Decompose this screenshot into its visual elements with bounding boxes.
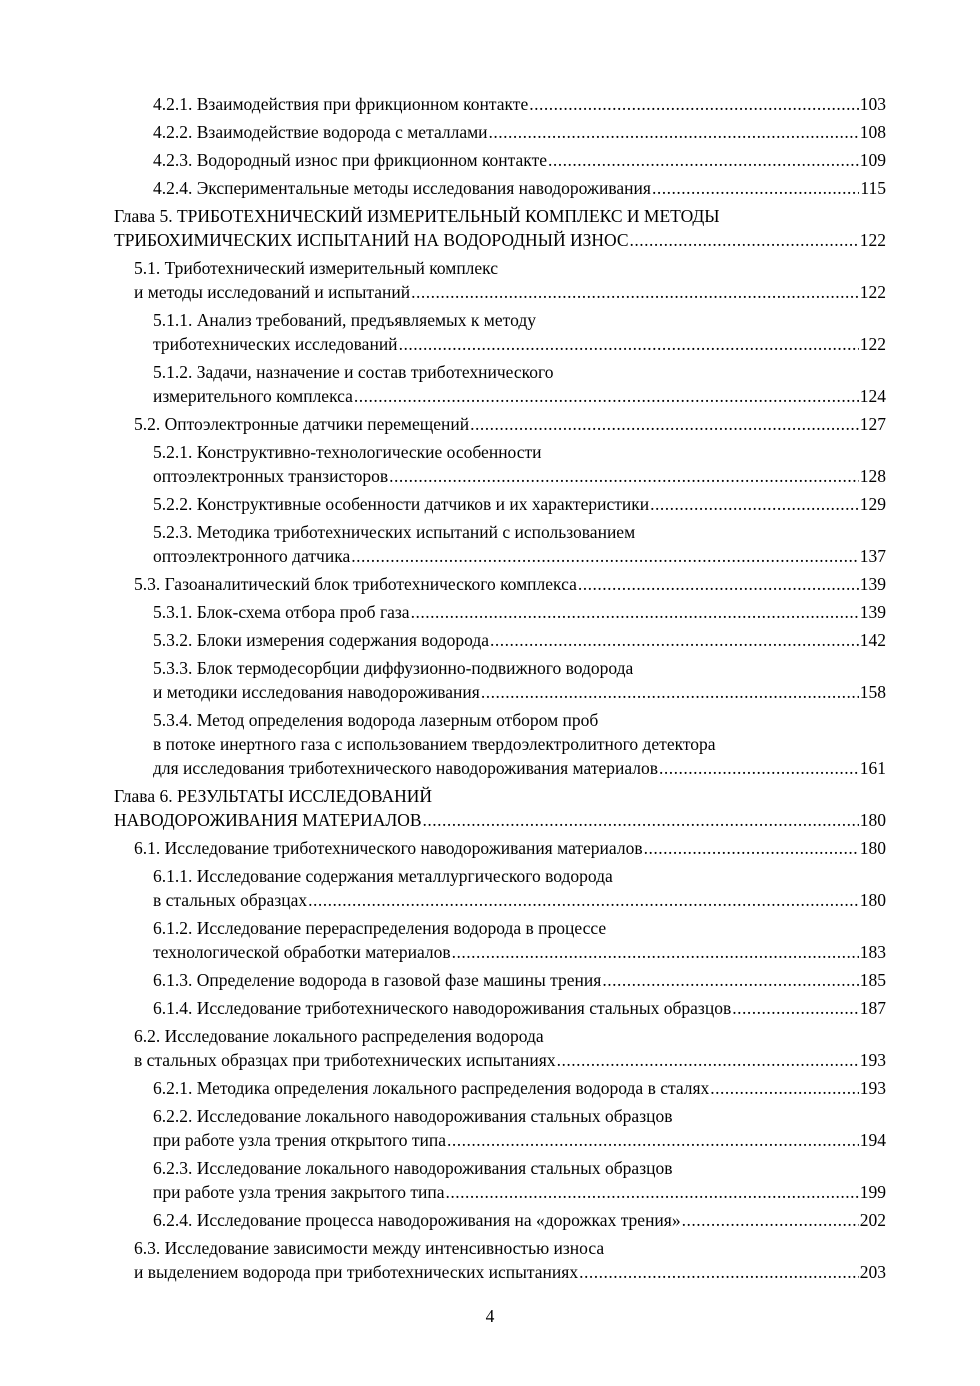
toc-page-number: 161: [859, 758, 886, 778]
toc-entry-title-line: 6.2.2. Исследование локального наводороживания стальных образцов: [153, 1106, 673, 1126]
toc-page-number: 193: [859, 1078, 886, 1098]
toc-entry-last-line: [153, 92, 886, 116]
toc-entry-last-line: [153, 1208, 886, 1232]
toc-entry-title-line: Глава 5. ТРИБОТЕХНИЧЕСКИЙ ИЗМЕРИТЕЛЬНЫЙ КОМПЛЕКС И МЕТОДЫ: [114, 206, 720, 226]
toc-entry-title-line: 6.1.1. Исследование содержания металлургического водорода: [153, 866, 613, 886]
toc-entry: [153, 520, 886, 568]
toc-entry: [153, 492, 886, 516]
dot-leader: [308, 888, 859, 912]
toc-entry-last-line: [134, 1260, 886, 1284]
toc-entry-last-line: [153, 680, 886, 704]
toc-page-number: 194: [859, 1130, 886, 1150]
toc-entry: [153, 628, 886, 652]
toc-entry-title-line: 5.3. Газоаналитический блок триботехнического комплекса: [134, 574, 577, 594]
toc-page-number: 128: [859, 466, 886, 486]
toc-entry-last-line: [153, 888, 886, 912]
dot-leader: [578, 572, 859, 596]
toc-entry-title-line: технологической обработки материалов: [153, 942, 451, 962]
page-number: 4: [485, 1306, 495, 1326]
dot-leader: [389, 464, 859, 488]
toc-entry-title-line: 6.1.3. Определение водорода в газовой фазе машины трения: [153, 970, 602, 990]
toc-page-number: 187: [859, 998, 886, 1018]
toc-entry-last-line: [114, 808, 886, 832]
dot-leader: [411, 600, 859, 624]
toc-entry-last-line: [153, 996, 886, 1020]
toc-entry-title-line: 4.2.2. Взаимодействие водорода с металлами: [153, 122, 488, 142]
toc-page-number: 180: [859, 838, 886, 858]
toc-entry-title-line: 6.2.4. Исследование процесса наводороживания на «дорожках трения»: [153, 1210, 681, 1230]
toc-entry-title-line: и методы исследований и испытаний: [134, 282, 411, 302]
toc-page-number: 158: [859, 682, 886, 702]
toc-page-number: 202: [859, 1210, 886, 1230]
toc-entry-title-line: в стальных образцах: [153, 890, 308, 910]
toc-entry-last-line: [153, 464, 886, 488]
toc-page-number: 180: [859, 810, 886, 830]
toc-entry-last-line: [153, 332, 886, 356]
toc-entry: [114, 784, 886, 832]
dot-leader: [351, 544, 859, 568]
toc-page-number: 199: [859, 1182, 886, 1202]
dot-leader: [529, 92, 859, 116]
toc-entry: [153, 176, 886, 200]
toc-entry: [153, 916, 886, 964]
toc-entry-title-line: при работе узла трения закрытого типа: [153, 1182, 445, 1202]
toc-page-number: 183: [859, 942, 886, 962]
toc-page-number: 115: [860, 178, 886, 198]
toc-entry-title-line: 6.1. Исследование триботехнического наводороживания материалов: [134, 838, 643, 858]
toc-entry-last-line: [153, 968, 886, 992]
toc-entry-last-line: [153, 148, 886, 172]
toc-entry: [153, 360, 886, 408]
toc-entry: [153, 864, 886, 912]
toc-page-number: 103: [859, 94, 886, 114]
toc-entry-title-line: 6.3. Исследование зависимости между интенсивностью износа: [134, 1238, 605, 1258]
toc-entry-title-line: 5.3.4. Метод определения водорода лазерным отбором проб: [153, 710, 599, 730]
toc-entry-last-line: [153, 756, 886, 780]
dot-leader: [411, 280, 859, 304]
toc-page-number: 108: [859, 122, 886, 142]
toc-entry-title-line: в потоке инертного газа с использованием твердоэлектролитного детектора: [153, 734, 716, 754]
toc-entry-last-line: [134, 412, 886, 436]
toc-entry-title-line: 5.3.1. Блок-схема отбора проб газа: [153, 602, 410, 622]
toc-entry-last-line: [153, 120, 886, 144]
toc-entry-title-line: в стальных образцах при триботехнических испытаниях: [134, 1050, 556, 1070]
toc-entry-title-line: 5.2.3. Методика триботехнических испытаний с использованием: [153, 522, 636, 542]
toc-entry: [153, 1104, 886, 1152]
toc-entry-last-line: [153, 600, 886, 624]
toc-entry: [114, 204, 886, 252]
dot-leader: [579, 1260, 859, 1284]
toc-entry: [134, 572, 886, 596]
toc-entry-last-line: [114, 228, 886, 252]
dot-leader: [481, 680, 859, 704]
toc-page-number: 127: [859, 414, 886, 434]
toc-entry-title-line: при работе узла трения открытого типа: [153, 1130, 447, 1150]
toc-entry-title-line: и методики исследования наводороживания: [153, 682, 480, 702]
toc-entry-title-line: ТРИБОХИМИЧЕСКИХ ИСПЫТАНИЙ НА ВОДОРОДНЫЙ ИЗНОС: [114, 230, 629, 250]
toc-entry-last-line: [153, 628, 886, 652]
toc-entry-title-line: 4.2.1. Взаимодействия при фрикционном контакте: [153, 94, 529, 114]
dot-leader: [652, 176, 859, 200]
dot-leader: [630, 228, 859, 252]
toc-page-number: 122: [859, 230, 886, 250]
toc-page-number: 139: [859, 574, 886, 594]
toc-entry-last-line: [153, 544, 886, 568]
toc-entry: [153, 92, 886, 116]
toc-entry: [134, 256, 886, 304]
toc-entry-last-line: [153, 384, 886, 408]
dot-leader: [710, 1076, 858, 1100]
toc-entry-title-line: 5.2. Оптоэлектронные датчики перемещений: [134, 414, 470, 434]
toc-entry: [134, 836, 886, 860]
toc-entry-last-line: [134, 572, 886, 596]
toc-page-number: 124: [859, 386, 886, 406]
toc-entry-title-line: оптоэлектронных транзисторов: [153, 466, 389, 486]
dot-leader: [490, 628, 859, 652]
toc-entry: [153, 708, 886, 780]
table-of-contents: [0, 92, 980, 1284]
toc-entry: [153, 656, 886, 704]
toc-entry-last-line: [153, 1180, 886, 1204]
toc-entry: [153, 440, 886, 488]
toc-entry-title-line: оптоэлектронного датчика: [153, 546, 351, 566]
dot-leader: [447, 1128, 859, 1152]
toc-entry: [153, 600, 886, 624]
toc-entry: [153, 968, 886, 992]
toc-entry-last-line: [134, 280, 886, 304]
toc-entry-title-line: 6.2.1. Методика определения локального распределения водорода в сталях: [153, 1078, 710, 1098]
toc-page-number: 180: [859, 890, 886, 910]
toc-entry-title-line: 5.2.1. Конструктивно-технологические особенности: [153, 442, 542, 462]
dot-leader: [644, 836, 859, 860]
toc-entry-title-line: измерительного комплекса: [153, 386, 353, 406]
dot-leader: [650, 492, 859, 516]
toc-entry-title-line: 5.1.1. Анализ требований, предъявляемых к методу: [153, 310, 536, 330]
toc-entry: [153, 1156, 886, 1204]
toc-entry-last-line: [153, 940, 886, 964]
dot-leader: [452, 940, 859, 964]
toc-page-number: 142: [859, 630, 886, 650]
dot-leader: [557, 1048, 859, 1072]
toc-entry: [153, 996, 886, 1020]
toc-entry-last-line: [153, 176, 886, 200]
toc-page-number: 137: [859, 546, 886, 566]
toc-entry-last-line: [153, 1076, 886, 1100]
toc-entry-last-line: [134, 1048, 886, 1072]
toc-entry-title-line: НАВОДОРОЖИВАНИЯ МАТЕРИАЛОВ: [114, 810, 422, 830]
dot-leader: [682, 1208, 859, 1232]
toc-entry-title-line: 6.2. Исследование локального распределения водорода: [134, 1026, 544, 1046]
dot-leader: [470, 412, 859, 436]
dot-leader: [548, 148, 859, 172]
toc-page-number: 129: [859, 494, 886, 514]
toc-entry-title-line: 5.3.2. Блоки измерения содержания водорода: [153, 630, 489, 650]
toc-entry: [153, 148, 886, 172]
toc-entry: [153, 308, 886, 356]
toc-entry: [134, 1236, 886, 1284]
toc-entry-last-line: [153, 1128, 886, 1152]
dot-leader: [399, 332, 859, 356]
dot-leader: [732, 996, 859, 1020]
toc-page-number: 203: [859, 1262, 886, 1282]
toc-entry-title-line: Глава 6. РЕЗУЛЬТАТЫ ИССЛЕДОВАНИЙ: [114, 786, 433, 806]
toc-entry-title-line: 5.1. Триботехнический измерительный комплекс: [134, 258, 499, 278]
toc-entry-last-line: [134, 836, 886, 860]
toc-page-number: 109: [859, 150, 886, 170]
toc-entry-title-line: для исследования триботехнического наводороживания материалов: [153, 758, 659, 778]
dot-leader: [354, 384, 859, 408]
toc-entry-title-line: 5.2.2. Конструктивные особенности датчиков и их характеристики: [153, 494, 650, 514]
toc-page-number: 122: [859, 334, 886, 354]
toc-entry-title-line: 6.1.2. Исследование перераспределения водорода в процессе: [153, 918, 607, 938]
toc-entry: [153, 1208, 886, 1232]
toc-entry-title-line: 6.1.4. Исследование триботехнического наводороживания стальных образцов: [153, 998, 732, 1018]
toc-entry-title-line: 6.2.3. Исследование локального наводороживания стальных образцов: [153, 1158, 673, 1178]
toc-entry-title-line: 4.2.3. Водородный износ при фрикционном контакте: [153, 150, 547, 170]
toc-entry-title-line: 5.3.3. Блок термодесорбции диффузионно-подвижного водорода: [153, 658, 634, 678]
toc-entry-last-line: [153, 492, 886, 516]
toc-entry: [153, 120, 886, 144]
toc-page-number: 139: [859, 602, 886, 622]
toc-entry-title-line: 5.1.2. Задачи, назначение и состав триботехнического: [153, 362, 554, 382]
toc-entry-title-line: 4.2.4. Экспериментальные методы исследования наводороживания: [153, 178, 651, 198]
dot-leader: [423, 808, 859, 832]
toc-entry: [134, 1024, 886, 1072]
dot-leader: [446, 1180, 859, 1204]
toc-page-number: 185: [859, 970, 886, 990]
toc-entry-title-line: и выделением водорода при триботехнических испытаниях: [134, 1262, 579, 1282]
dot-leader: [602, 968, 858, 992]
toc-entry-title-line: триботехнических исследований: [153, 334, 398, 354]
dot-leader: [489, 120, 859, 144]
toc-page-number: 122: [859, 282, 886, 302]
toc-page-number: 193: [859, 1050, 886, 1070]
dot-leader: [659, 756, 859, 780]
toc-entry: [134, 412, 886, 436]
toc-entry: [153, 1076, 886, 1100]
